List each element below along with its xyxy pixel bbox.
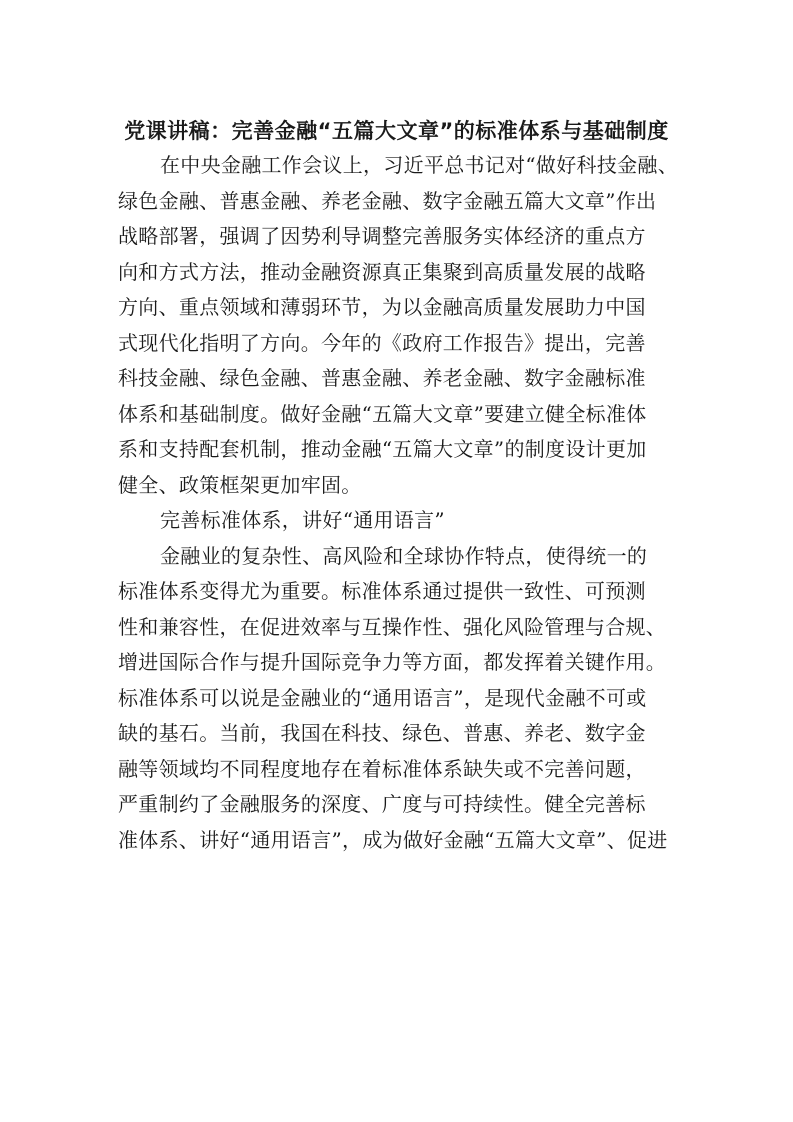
paragraph-line: 严重制约了金融服务的深度、广度与可持续性。健全完善标: [118, 792, 646, 816]
document-title: 党课讲稿：完善金融“五篇大文章”的标准体系与基础制度: [124, 119, 669, 143]
paragraph-line: 标准体系变得尤为重要。标准体系通过提供一致性、可预测: [118, 579, 646, 603]
paragraph-line: 方向、重点领域和薄弱环节，为以金融高质量发展助力中国: [118, 295, 646, 319]
paragraph-line: 在中央金融工作会议上，习近平总书记对“做好科技金融、: [160, 153, 679, 177]
paragraph-line: 健全、政策框架更加牢固。: [118, 472, 362, 497]
paragraph-line: 体系和基础制度。做好金融“五篇大文章”要建立健全标准体: [118, 401, 647, 426]
document-body: [118, 148, 688, 858]
paragraph-line: 式现代化指明了方向。今年的《政府工作报告》提出，完善: [118, 330, 646, 355]
paragraph-line: 系和支持配套机制，推动金融“五篇大文章”的制度设计更加: [118, 437, 647, 461]
paragraph-line: 准体系、讲好“通用语言”，成为做好金融“五篇大文章”、促进: [118, 827, 668, 852]
paragraph-line: 科技金融、绿色金融、普惠金融、养老金融、数字金融标准: [118, 366, 646, 390]
paragraph-line: 标准体系可以说是金融业的“通用语言”，是现代金融不可或: [118, 685, 647, 710]
section-heading: 完善标准体系，讲好“通用语言”: [160, 508, 445, 532]
paragraph-line: 向和方式方法，推动金融资源真正集聚到高质量发展的战略: [118, 259, 646, 284]
paragraph-line: 增进国际合作与提升国际竞争力等方面，都发挥着关键作用。: [118, 650, 667, 674]
paragraph-line: 融等领域均不同程度地存在着标准体系缺失或不完善问题，: [118, 756, 646, 781]
paragraph-line: 金融业的复杂性、高风险和全球协作特点，使得统一的: [160, 543, 648, 568]
paragraph-line: 缺的基石。当前，我国在科技、绿色、普惠、养老、数字金: [118, 721, 646, 745]
paragraph-line: 性和兼容性，在促进效率与互操作性、强化风险管理与合规、: [118, 614, 667, 639]
paragraph-line: 战略部署，强调了因势利导调整完善服务实体经济的重点方: [118, 224, 646, 248]
paragraph-line: 绿色金融、普惠金融、养老金融、数字金融五篇大文章”作出: [118, 188, 657, 213]
